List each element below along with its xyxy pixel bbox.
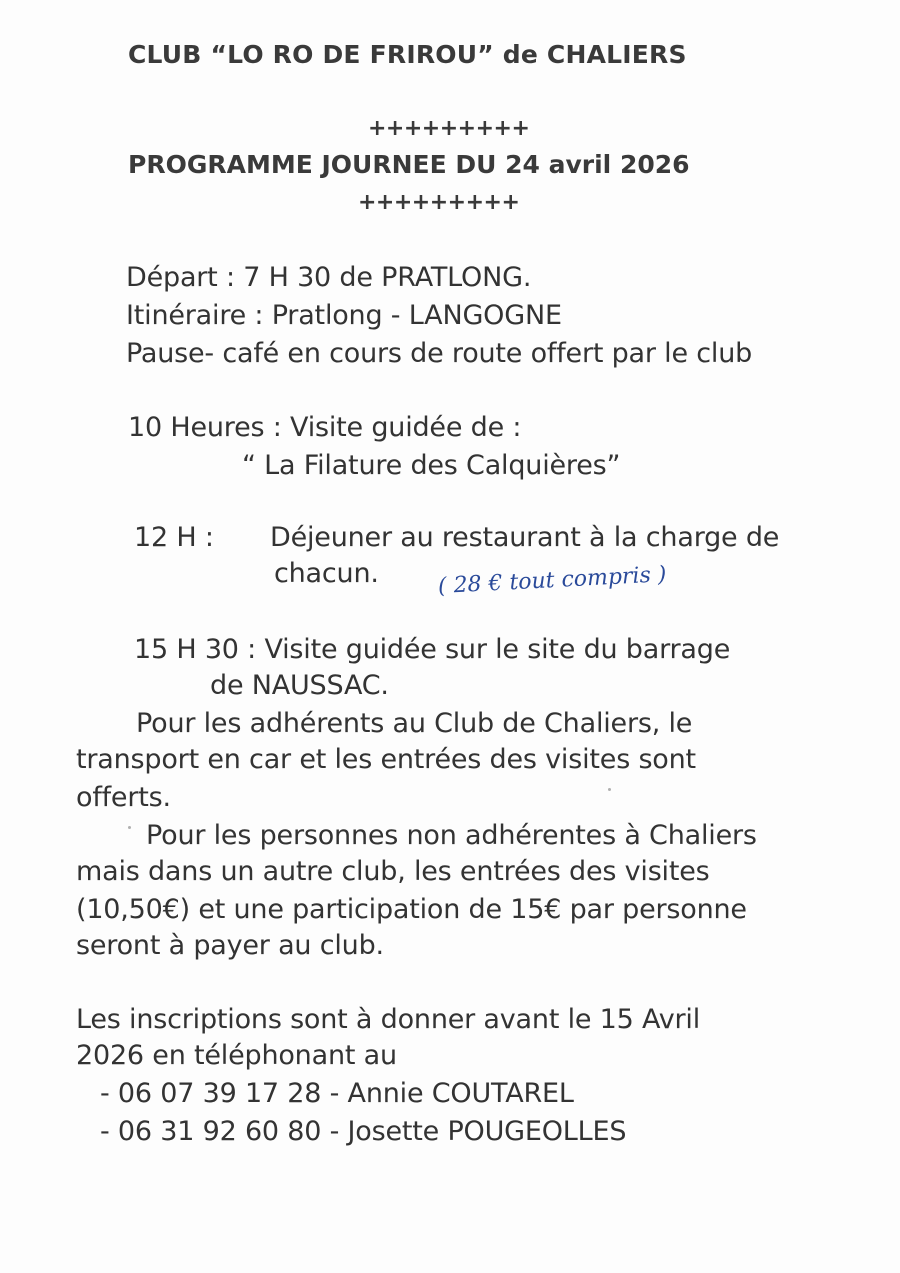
lunch-line-continued: chacun.: [274, 558, 379, 589]
lunch-line: Déjeuner au restaurant à la charge de: [270, 522, 780, 553]
members-conditions-line1: Pour les adhérents au Club de Chaliers, le: [136, 708, 693, 739]
afternoon-visit-line: 15 H 30 : Visite guidée sur le site du barrage: [134, 634, 731, 665]
scan-speck: [608, 788, 611, 791]
nonmembers-conditions-line4: seront à payer au club.: [76, 930, 384, 961]
coffee-break-line: Pause- café en cours de route offert par le club: [126, 338, 753, 369]
afternoon-visit-place: de NAUSSAC.: [210, 670, 389, 701]
nonmembers-conditions-line1: Pour les personnes non adhérentes à Chaliers: [146, 820, 757, 851]
nonmembers-conditions-line3: (10,50€) et une participation de 15€ par personne: [76, 894, 747, 925]
noon-time: 12 H :: [134, 522, 214, 553]
contact-annie: - 06 07 39 17 28 - Annie COUTAREL: [100, 1078, 574, 1109]
members-conditions-line2: transport en car et les entrées des visites sont: [76, 744, 696, 775]
itinerary-line: Itinéraire : Pratlong - LANGOGNE: [126, 300, 562, 331]
registration-line2: 2026 en téléphonant au: [76, 1040, 397, 1071]
contact-josette: - 06 31 92 60 80 - Josette POUGEOLLES: [100, 1116, 627, 1147]
nonmembers-conditions-line2: mais dans un autre club, les entrées des visites: [76, 856, 710, 887]
departure-line: Départ : 7 H 30 de PRATLONG.: [126, 262, 532, 293]
decoration-top: +++++++++: [368, 116, 530, 141]
morning-visit-line: 10 Heures : Visite guidée de :: [128, 412, 522, 443]
club-title: CLUB “LO RO DE FRIROU” de CHALIERS: [128, 40, 687, 69]
handwritten-price-text: ( 28 € tout compris ): [437, 562, 667, 600]
morning-visit-place: “ La Filature des Calquières”: [242, 450, 621, 481]
programme-title: PROGRAMME JOURNEE DU 24 avril 2026: [128, 150, 690, 179]
scan-speck: [128, 826, 131, 829]
members-conditions-line3: offerts.: [76, 782, 171, 813]
decoration-bottom: +++++++++: [358, 190, 520, 215]
handwritten-price-note: [432, 550, 792, 612]
registration-line1: Les inscriptions sont à donner avant le 15 Avril: [76, 1004, 700, 1035]
